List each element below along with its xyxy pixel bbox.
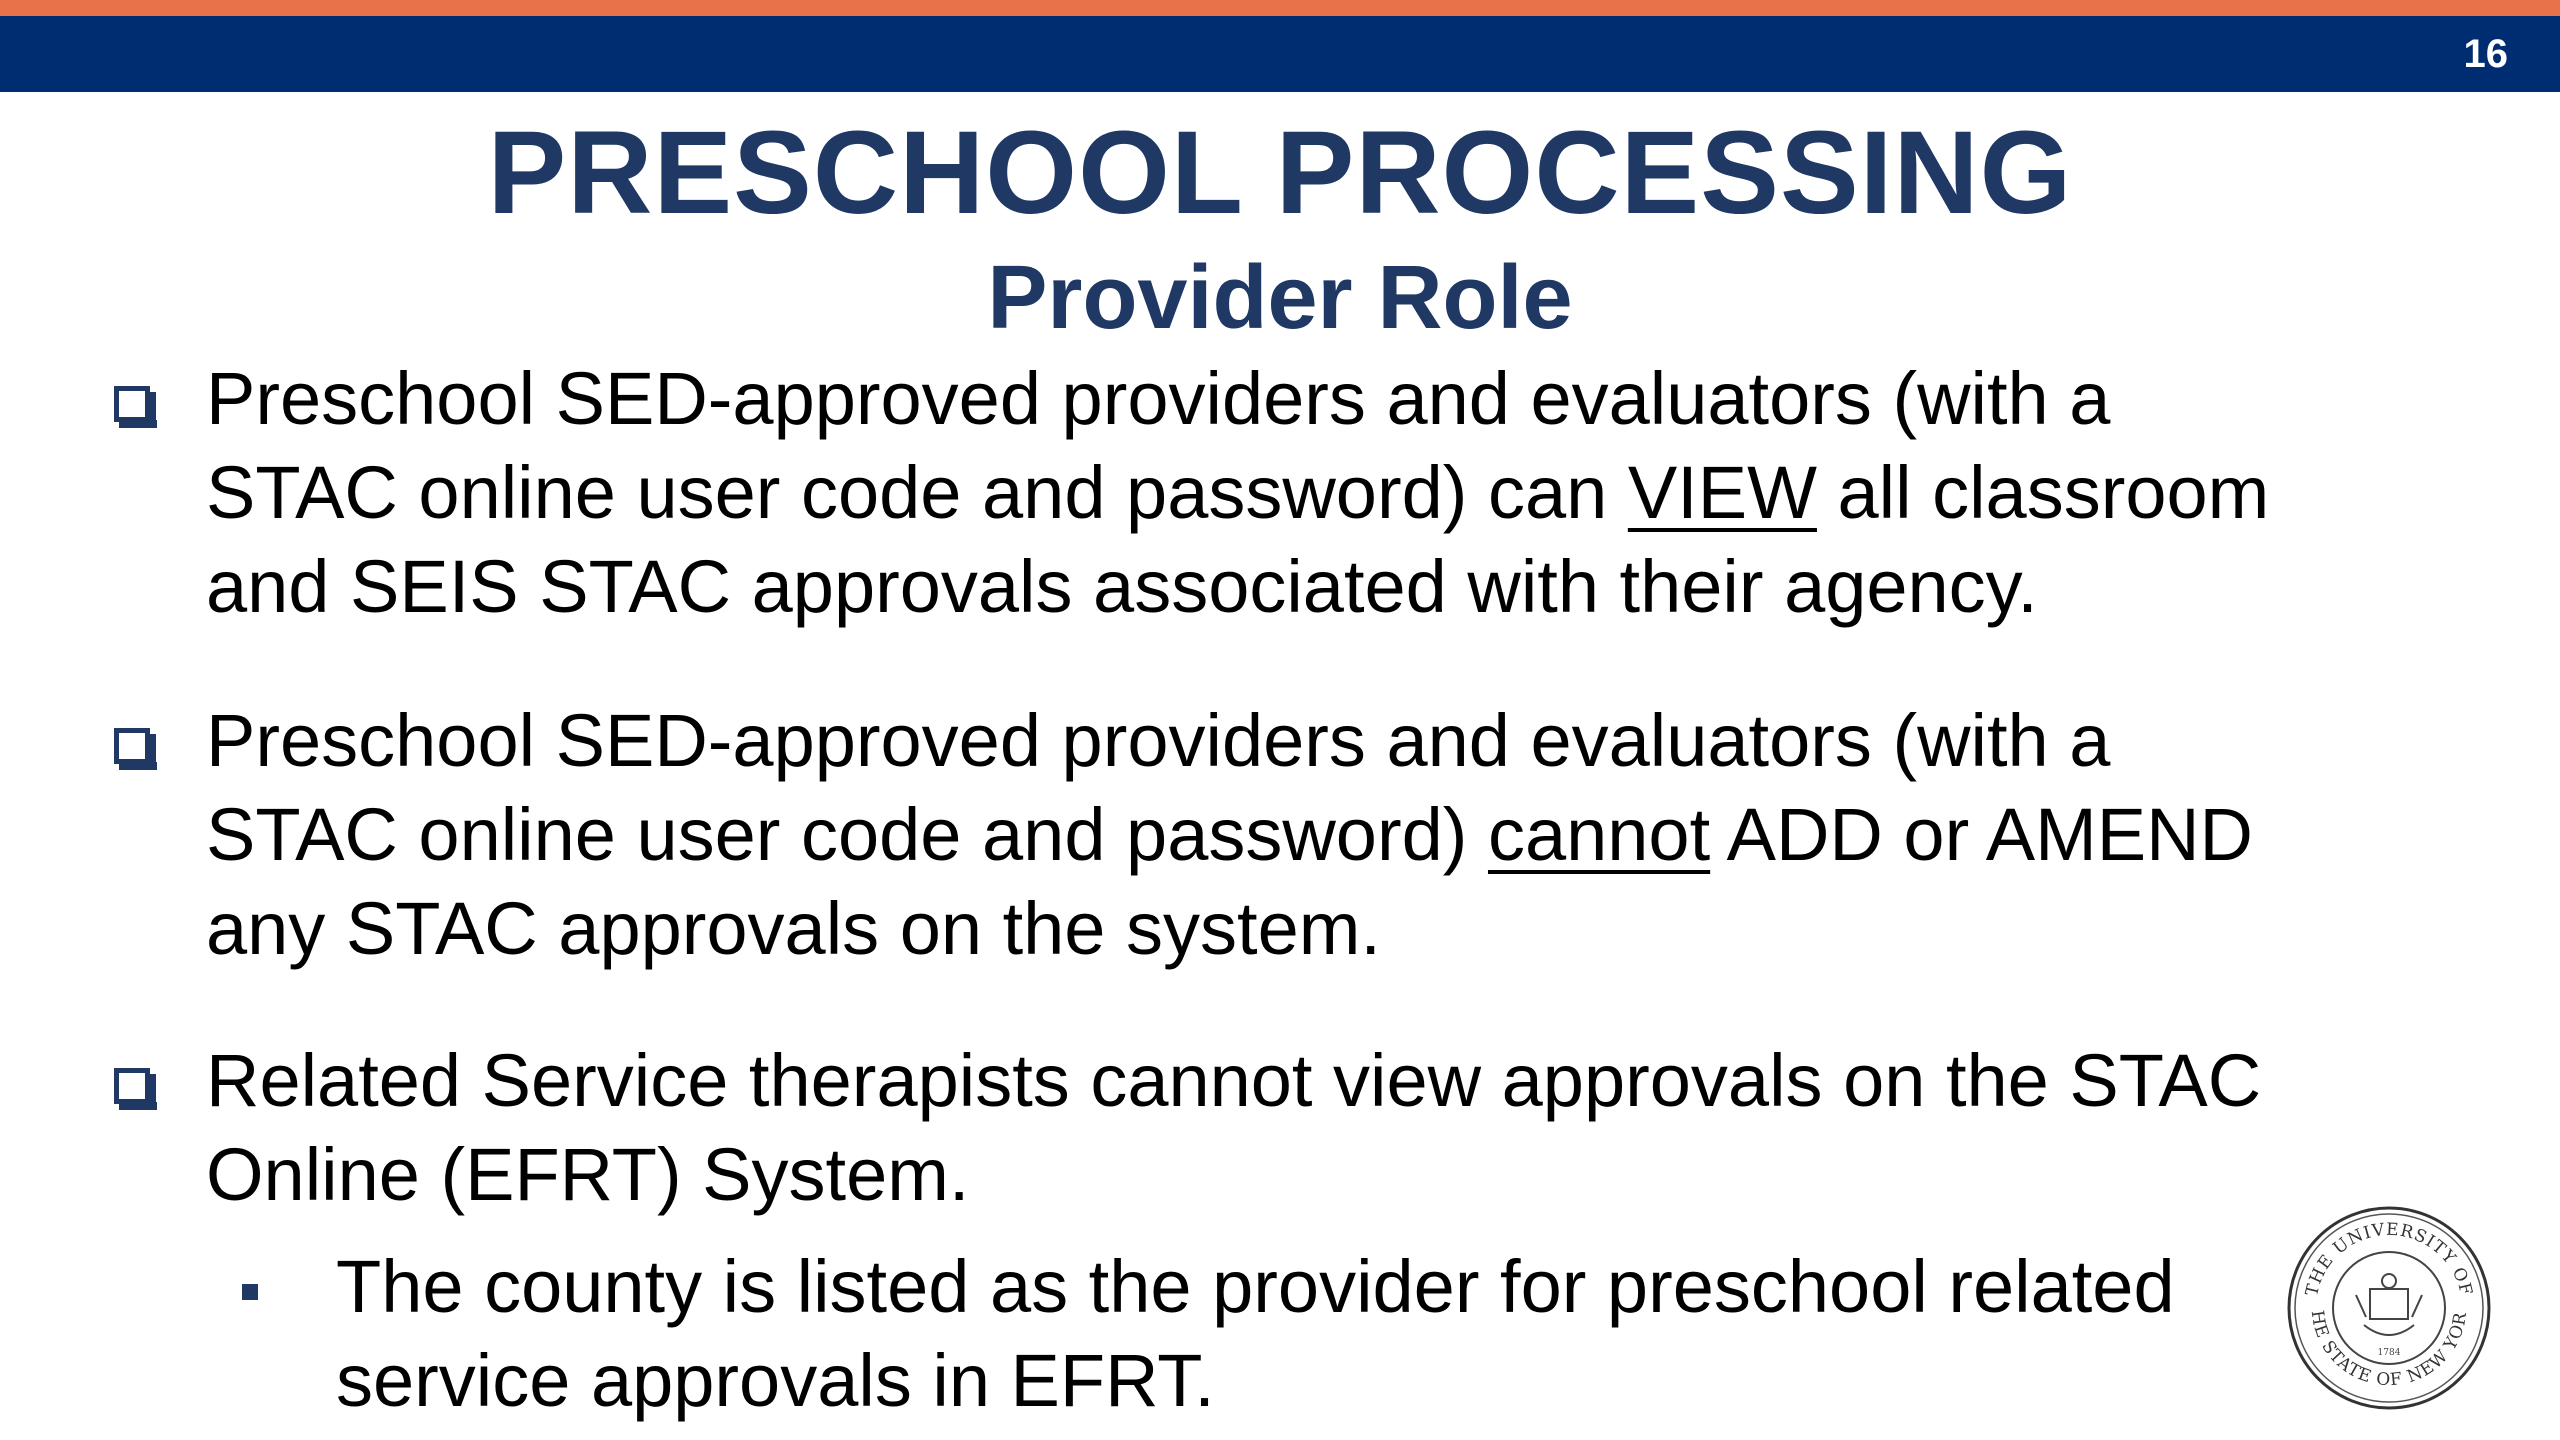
svg-text:1784: 1784 — [2377, 1348, 2401, 1358]
slide-subtitle: Provider Role — [987, 248, 1573, 348]
bullet-text-line: and SEIS STAC approvals associated with their agency. — [206, 545, 2038, 628]
square-sub-bullet-icon — [242, 1284, 258, 1300]
bullet-item — [206, 1034, 2406, 1222]
state-university-seal-logo — [2286, 1205, 2492, 1411]
bullet-text-line: STAC online user code and password) can — [206, 451, 1628, 534]
bullet-item — [206, 694, 2406, 976]
sub-bullet-text-line: The county is listed as the provider for preschool related — [336, 1245, 2175, 1328]
bullet-text-line: Preschool SED-approved providers and evaluators (with a — [206, 357, 2111, 440]
slide-number: 16 — [2463, 32, 2508, 76]
emphasis-view: VIEW — [1627, 451, 1817, 534]
checkbox-bullet-icon — [114, 386, 150, 422]
bullet-text-line: any STAC approvals on the system. — [206, 887, 1381, 970]
svg-text:THE UNIVERSITY OF: THE UNIVERSITY OF — [2302, 1219, 2476, 1299]
seal-icon — [2286, 1205, 2492, 1411]
bullet-item — [206, 352, 2406, 634]
checkbox-bullet-icon — [114, 728, 150, 764]
slide-title: PRESCHOOL PROCESSING — [487, 107, 2073, 239]
bullet-text-line: ADD or AMEND — [1710, 793, 2253, 876]
bullet-text-line: Online (EFRT) System. — [206, 1133, 970, 1216]
bullet-text-line: Related Service therapists cannot view approvals on the STAC — [206, 1039, 2262, 1122]
checkbox-bullet-icon — [114, 1068, 150, 1104]
emphasis-cannot: cannot — [1487, 793, 1711, 876]
bullet-text-line: Preschool SED-approved providers and evaluators (with a — [206, 699, 2111, 782]
svg-text:THE STATE OF NEW YORK: HE STATE OF NEW YOR — [2306, 1309, 2472, 1391]
bullet-text-line: STAC online user code and password) — [206, 793, 1488, 876]
sub-bullet-item — [336, 1240, 2286, 1428]
bullet-text-line: all classroom — [1816, 451, 2270, 534]
sub-bullet-text-line: service approvals in EFRT. — [336, 1339, 1215, 1422]
